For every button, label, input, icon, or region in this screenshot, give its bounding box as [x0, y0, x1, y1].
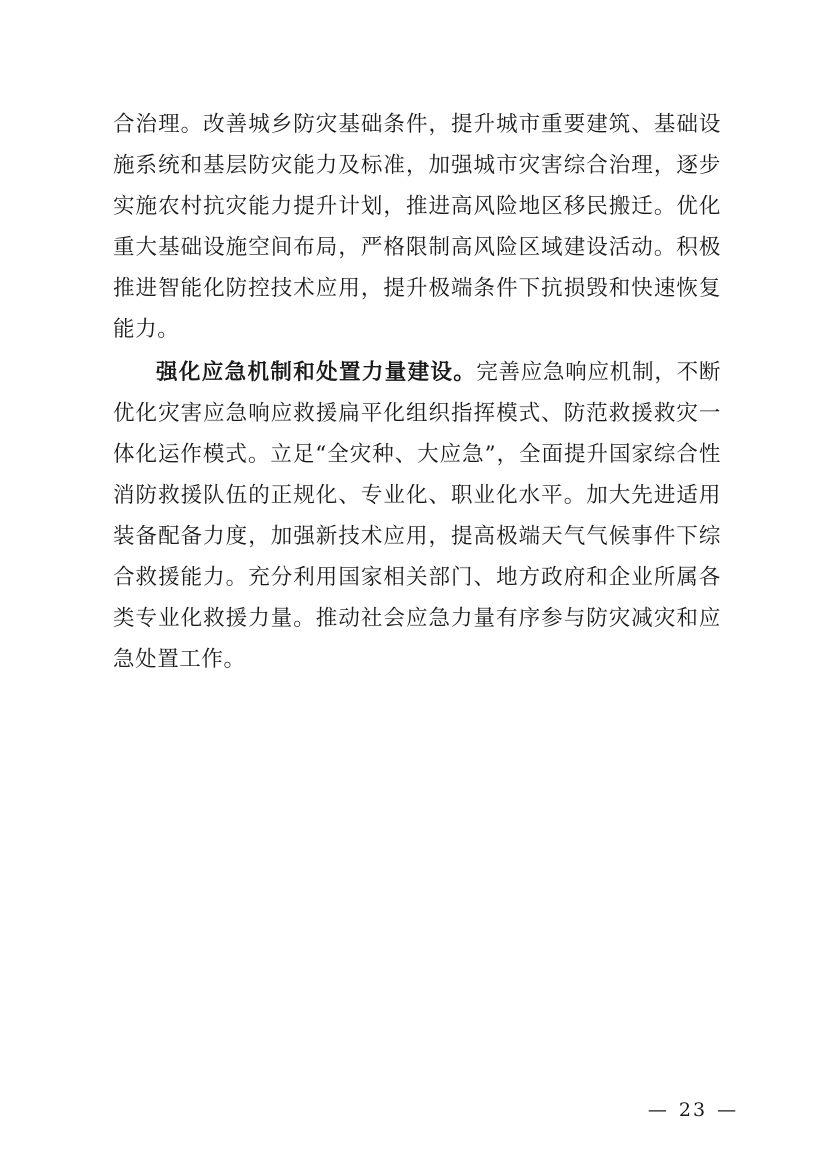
footer-dash-left: — — [647, 1099, 669, 1121]
paragraph-1: 合治理。改善城乡防灾基础条件，提升城市重要建筑、基础设施系统和基层防灾能力及标准，加强城市灾害综合治理，逐步实施农村抗灾能力提升计划，推进高风险地区移民搬迁。优化重大基础设施空间布局，严格限制高风险区域建设活动。积极推进智能化防控技术应用，提升极端条件下抗损毁和快速恢复能力。 — [113, 112, 721, 342]
footer-dash-right: — — [717, 1099, 739, 1121]
page-number-group — [78, 1099, 748, 1121]
paragraph-2-text: 完善应急响应机制，不断优化灾害应急响应救援扁平化组织指挥模式、防范救援救灾一体化运作模式。立足“全灾种、大应急”，全面提升国家综合性消防救援队伍的正规化、专业化、职业化水平。加大先进适用装备配备力度，加强新技术应用，提高极端天气气候事件下综合救援能力。充分利用国家相关部门、地方政府和企业所属各类专业化救援力量。推动社会应急力量有序参与防灾减灾和应急处置工作。 — [113, 360, 721, 672]
paragraph-2-lead: 强化应急机制和处置力量建设。 — [156, 360, 477, 385]
page-footer — [0, 1099, 826, 1121]
page-body — [113, 104, 721, 680]
page-number: 23 — [678, 1099, 708, 1121]
paragraph-2 — [113, 352, 721, 680]
